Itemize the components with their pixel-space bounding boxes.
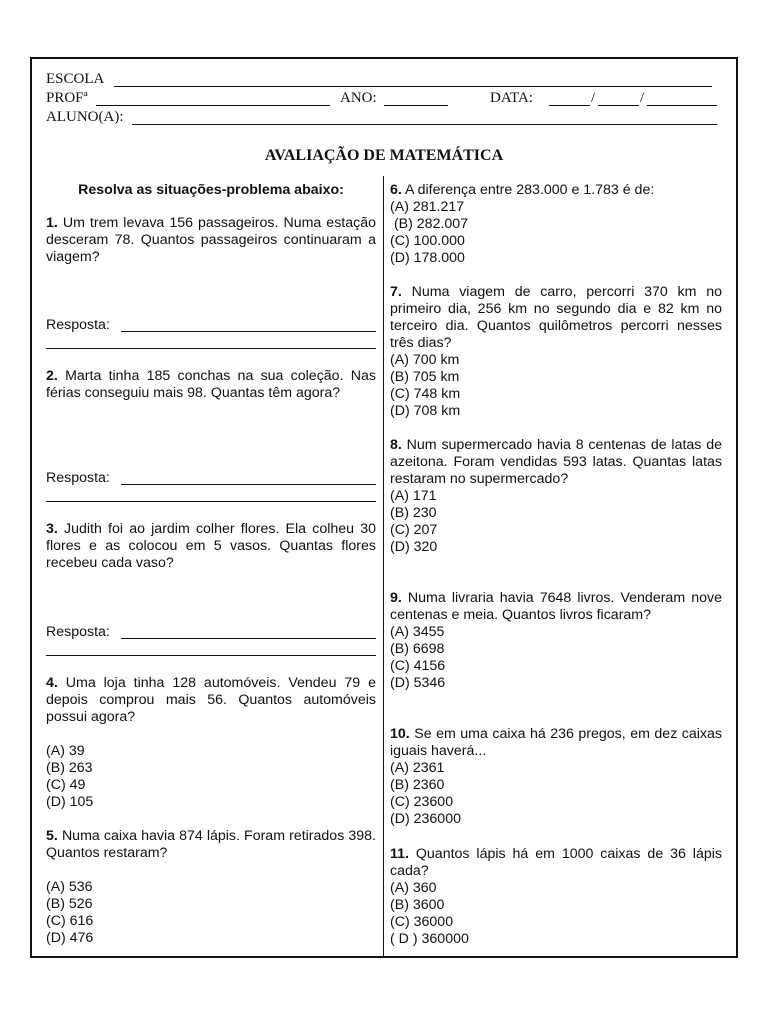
question-6 (390, 182, 722, 267)
aluno-label: ALUNO(A): (46, 109, 124, 125)
question-8 (390, 437, 722, 556)
option-c[interactable]: (C) 748 km (390, 386, 461, 402)
page-title: AVALIAÇÃO DE MATEMÁTICA (264, 147, 504, 164)
option-d[interactable]: (D) 236000 (390, 811, 461, 827)
question-11 (390, 846, 722, 948)
question-10 (390, 726, 722, 828)
question-number: 3. (46, 521, 58, 537)
question-text: A diferença entre 283.000 e 1.783 é de: (405, 182, 655, 198)
question-text: Numa livraria havia 7648 livros. Venderam nove centenas e meia. Quantos livros ficaram? (390, 590, 722, 623)
option-d[interactable]: (D) 5346 (390, 675, 446, 691)
option-c[interactable]: (C) 23600 (390, 794, 454, 810)
option-a[interactable]: (A) 536 (46, 879, 93, 895)
escola-label: ESCOLA (46, 71, 105, 87)
options-5 (46, 879, 376, 947)
question-text: Se em uma caixa há 236 pregos, em dez caixas iguais haverá... (390, 726, 722, 759)
aluno-field[interactable] (132, 124, 717, 125)
option-a[interactable]: (A) 39 (46, 743, 85, 759)
question-9 (390, 590, 722, 692)
option-b[interactable]: (B) 6698 (390, 641, 445, 657)
option-d[interactable]: (D) 105 (46, 794, 94, 810)
answer-area-1[interactable] (46, 317, 376, 357)
answer-area-3[interactable] (46, 624, 376, 664)
prof-label: PROFª (46, 90, 88, 106)
option-d[interactable]: (D) 476 (46, 930, 94, 946)
question-number: 7. (390, 284, 402, 300)
data-separator: / (640, 90, 645, 106)
question-number: 4. (46, 675, 58, 691)
answer-line[interactable] (46, 348, 376, 349)
answer-label: Resposta: (46, 470, 110, 486)
question-text: Quantos lápis há em 1000 caixas de 36 lápis cada? (390, 846, 722, 879)
column-divider (383, 176, 384, 956)
ano-label: ANO: (340, 90, 377, 106)
answer-line[interactable] (121, 331, 376, 332)
options-4 (46, 743, 376, 811)
option-c[interactable]: (C) 100.000 (390, 233, 465, 249)
data-day-field[interactable] (549, 105, 590, 106)
question-number: 6. (390, 182, 402, 198)
option-b[interactable]: (B) 263 (46, 760, 93, 776)
question-number: 1. (46, 215, 58, 231)
question-2 (46, 368, 376, 402)
option-d[interactable]: (D) 708 km (390, 403, 461, 419)
option-d[interactable]: ( D ) 360000 (390, 931, 469, 947)
question-number: 8. (390, 437, 402, 453)
question-1 (46, 215, 376, 266)
option-b[interactable]: (B) 705 km (390, 369, 460, 385)
answer-line[interactable] (46, 501, 376, 502)
question-3 (46, 521, 376, 572)
option-b[interactable]: (B) 230 (390, 505, 437, 521)
question-number: 10. (390, 726, 410, 742)
exam-sheet (30, 57, 738, 958)
option-b[interactable]: (B) 2360 (390, 777, 445, 793)
option-c[interactable]: (C) 207 (390, 522, 438, 538)
question-text: Uma loja tinha 128 automóveis. Vendeu 79 e depois comprou mais 56. Quantos automóveis possui agora? (46, 675, 376, 725)
option-b[interactable]: (B) 526 (46, 896, 93, 912)
option-a[interactable]: (A) 2361 (390, 760, 445, 776)
data-separator: / (591, 90, 596, 106)
prof-field[interactable] (96, 105, 330, 106)
option-c[interactable]: (C) 49 (46, 777, 86, 793)
option-c[interactable]: (C) 36000 (390, 914, 454, 930)
data-year-field[interactable] (647, 105, 717, 106)
question-number: 11. (390, 846, 409, 862)
option-d[interactable]: (D) 178.000 (390, 250, 465, 266)
escola-field[interactable] (114, 86, 712, 87)
option-a[interactable]: (A) 3455 (390, 624, 445, 640)
option-a[interactable]: (A) 281.217 (390, 199, 465, 215)
answer-label: Resposta: (46, 317, 110, 333)
question-text: Numa caixa havia 874 lápis. Foram retirados 398. Quantos restaram? (46, 828, 376, 861)
data-month-field[interactable] (598, 105, 639, 106)
question-4 (46, 675, 376, 726)
question-text: Num supermercado havia 8 centenas de latas de azeitona. Foram vendidas 593 latas. Quantas latas restaram no supermercado? (390, 437, 722, 487)
question-number: 9. (390, 590, 402, 606)
question-number: 2. (46, 368, 58, 384)
question-text: Numa viagem de carro, percorri 370 km no primeiro dia, 256 km no segundo dia e 82 km no terceiro dia. Quantos quilômetros percorri nesses três dias? (390, 284, 722, 351)
question-5 (46, 828, 376, 862)
question-text: Judith foi ao jardim colher flores. Ela colheu 30 flores e as colocou em 5 vasos. Quantas flores recebeu cada vaso? (46, 521, 376, 571)
answer-line[interactable] (121, 638, 376, 639)
ano-field[interactable] (384, 105, 448, 106)
data-label: DATA: (490, 90, 533, 106)
option-c[interactable]: (C) 616 (46, 913, 94, 929)
answer-area-2[interactable] (46, 470, 376, 510)
question-number: 5. (46, 828, 58, 844)
option-a[interactable]: (A) 700 km (390, 352, 460, 368)
option-b[interactable]: (B) 282.007 (390, 216, 469, 232)
question-7 (390, 284, 722, 420)
answer-label: Resposta: (46, 624, 110, 640)
option-b[interactable]: (B) 3600 (390, 897, 445, 913)
question-text: Um trem levava 156 passageiros. Numa estação desceram 78. Quantos passageiros continuaram a viagem? (46, 215, 376, 265)
answer-line[interactable] (46, 655, 376, 656)
option-c[interactable]: (C) 4156 (390, 658, 446, 674)
instruction: Resolva as situações-problema abaixo: (78, 182, 344, 198)
question-text: Marta tinha 185 conchas na sua coleção. Nas férias conseguiu mais 98. Quantas têm agora? (46, 368, 376, 401)
option-d[interactable]: (D) 320 (390, 539, 438, 555)
option-a[interactable]: (A) 171 (390, 488, 437, 504)
answer-line[interactable] (121, 484, 376, 485)
option-a[interactable]: (A) 360 (390, 880, 437, 896)
